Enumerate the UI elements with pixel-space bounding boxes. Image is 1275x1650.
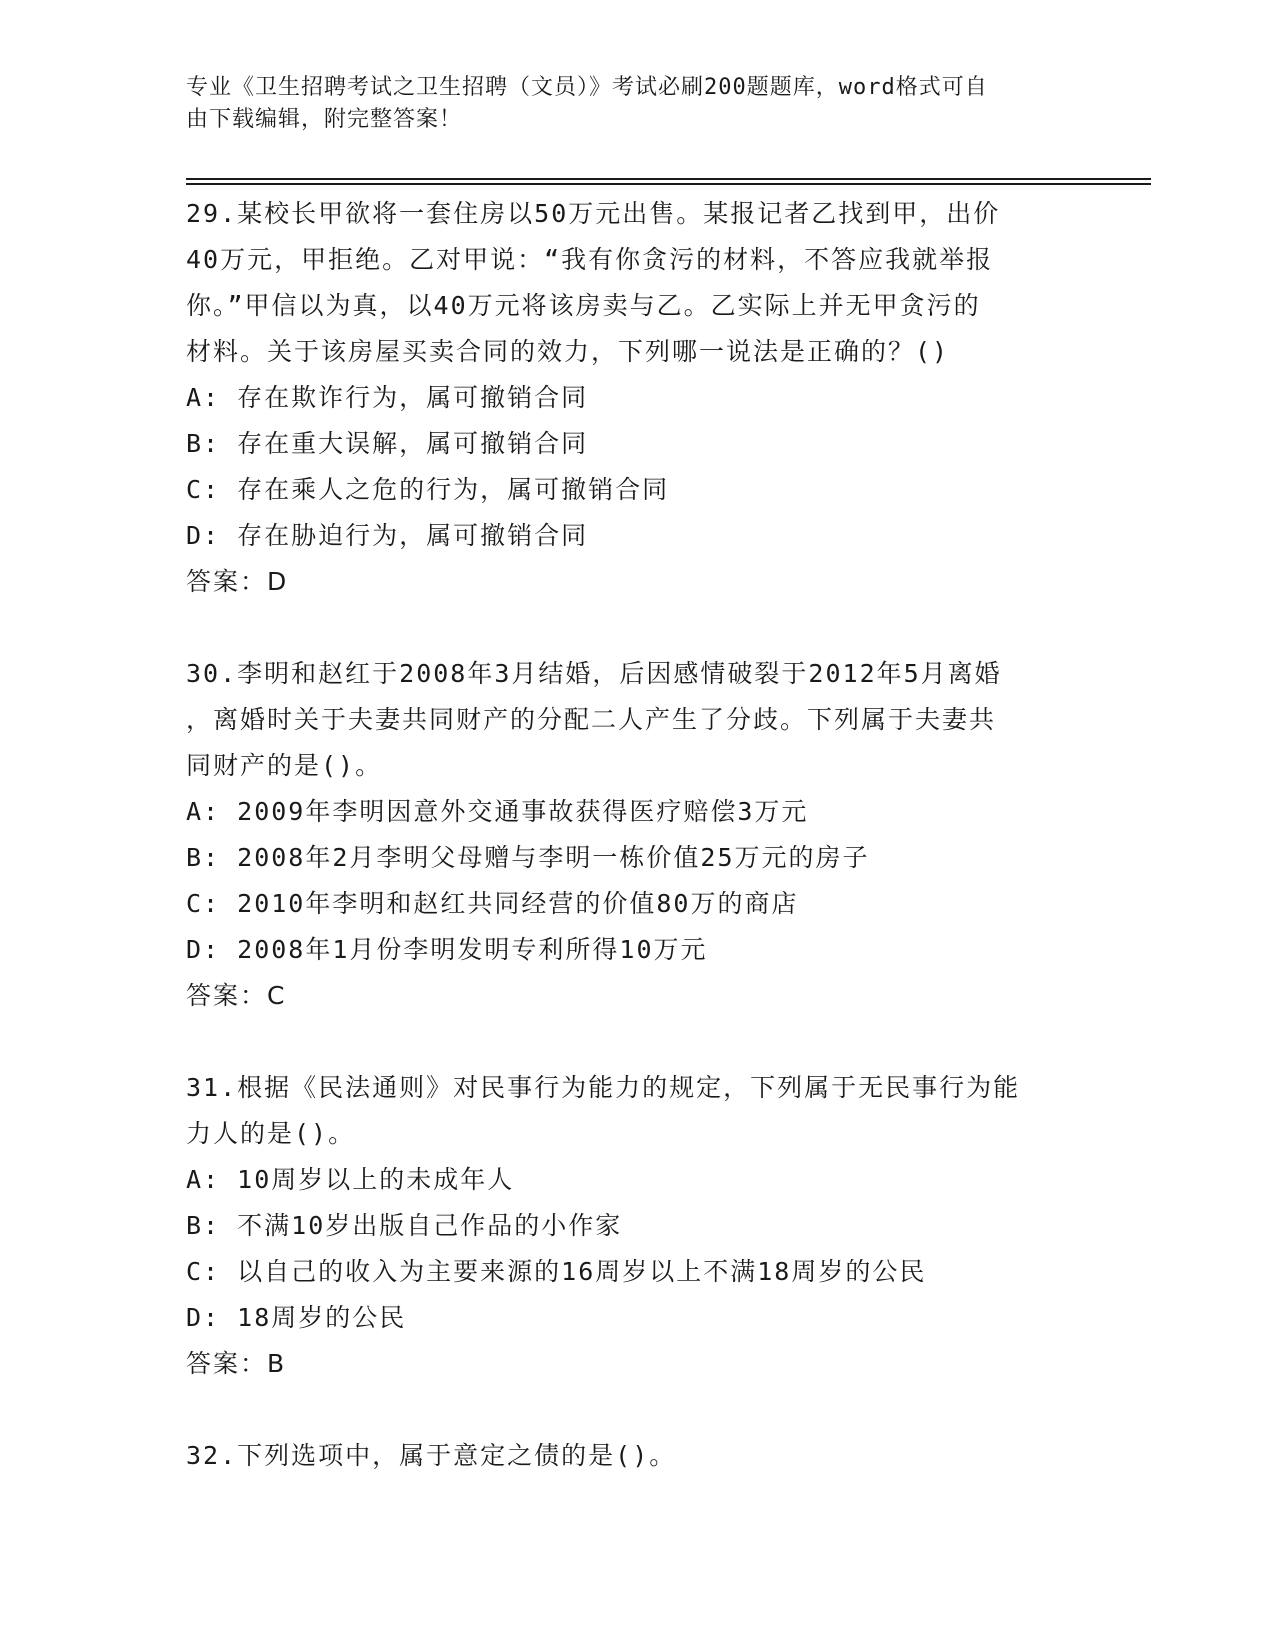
question-stem-line: 31.根据《民法通则》对民事行为能力的规定，下列属于无民事行为能 <box>186 1073 1021 1102</box>
option-c: C: 以自己的收入为主要来源的16周岁以上不满18周岁的公民 <box>186 1257 927 1286</box>
option-b: B: 存在重大误解，属可撤销合同 <box>186 429 589 458</box>
answer-label: 答案：C <box>186 981 287 1010</box>
question-32 <box>186 1433 1086 1479</box>
option-a: A: 存在欺诈行为，属可撤销合同 <box>186 383 589 412</box>
question-stem-line: 你。”甲信以为真，以40万元将该房卖与乙。乙实际上并无甲贪污的 <box>186 291 981 320</box>
question-stem-line: 同财产的是()。 <box>186 751 383 780</box>
header-line-2: 由下载编辑，附完整答案！ <box>186 107 463 132</box>
question-stem-line: 30.李明和赵红于2008年3月结婚，后因感情破裂于2012年5月离婚 <box>186 659 1002 688</box>
answer-label: 答案：B <box>186 1349 287 1378</box>
question-stem-line: 32.下列选项中，属于意定之债的是()。 <box>186 1441 677 1470</box>
option-d: D: 2008年1月份李明发明专利所得10万元 <box>186 935 708 964</box>
option-a: A: 2009年李明因意外交通事故获得医疗赔偿3万元 <box>186 797 809 826</box>
option-b: B: 不满10岁出版自己作品的小作家 <box>186 1211 623 1240</box>
option-d: D: 18周岁的公民 <box>186 1303 407 1332</box>
question-stem-line: 力人的是()。 <box>186 1119 356 1148</box>
question-stem-line: 29.某校长甲欲将一套住房以50万元出售。某报记者乙找到甲，出价 <box>186 199 1001 228</box>
option-a: A: 10周岁以上的未成年人 <box>186 1165 515 1194</box>
question-list <box>186 191 1086 1479</box>
header-divider-top <box>186 178 1151 180</box>
question-31 <box>186 1065 1086 1387</box>
question-stem-line: 材料。关于该房屋买卖合同的效力，下列哪一说法是正确的？() <box>186 337 950 366</box>
question-29 <box>186 191 1086 605</box>
question-stem-line: ，离婚时关于夫妻共同财产的分配二人产生了分歧。下列属于夫妻共 <box>186 705 997 734</box>
question-30 <box>186 651 1086 1019</box>
header-line-1: 专业《卫生招聘考试之卫生招聘（文员）》考试必刷200题题库，word格式可自 <box>186 75 988 100</box>
answer-label: 答案：D <box>186 567 289 596</box>
header-divider-bottom <box>186 183 1151 185</box>
option-d: D: 存在胁迫行为，属可撤销合同 <box>186 521 589 550</box>
question-stem-line: 40万元，甲拒绝。乙对甲说：“我有你贪污的材料，不答应我就举报 <box>186 245 994 274</box>
option-b: B: 2008年2月李明父母赠与李明一栋价值25万元的房子 <box>186 843 870 872</box>
document-header <box>186 72 1066 136</box>
option-c: C: 2010年李明和赵红共同经营的价值80万的商店 <box>186 889 799 918</box>
option-c: C: 存在乘人之危的行为，属可撤销合同 <box>186 475 670 504</box>
